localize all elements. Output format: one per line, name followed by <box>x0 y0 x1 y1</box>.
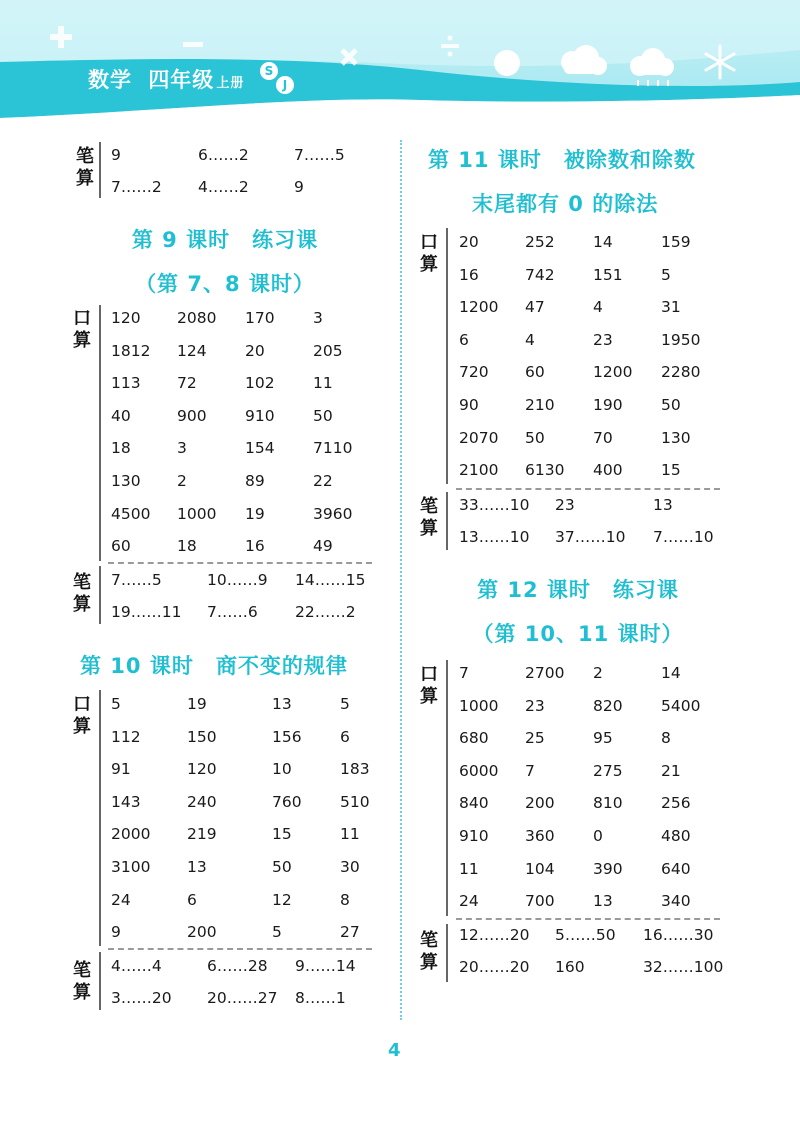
answer-cell: 130 <box>661 428 691 447</box>
answer-cell: 0 <box>593 827 603 845</box>
answer-cell: 11 <box>313 374 333 393</box>
answer-cell: 16……30 <box>643 926 714 944</box>
answer-cell: 50 <box>272 858 292 876</box>
answer-cell: 15 <box>661 461 681 480</box>
written-row <box>111 139 345 171</box>
label-bar <box>99 952 101 1010</box>
logo-letter-s: S <box>260 62 278 80</box>
written-label: 笔算 <box>76 146 94 189</box>
answer-row <box>459 853 691 885</box>
answer-cell: 200 <box>187 923 217 942</box>
lesson-12-subtitle: （第 10、11 课时） <box>472 622 684 646</box>
answer-cell: 18 <box>111 439 131 458</box>
header-background <box>0 0 800 125</box>
answer-row <box>459 356 700 388</box>
answer-row <box>459 422 691 454</box>
answer-cell: 20 <box>245 341 265 360</box>
answer-cell: 7……5 <box>294 146 345 164</box>
answer-row <box>459 324 700 356</box>
answer-cell: 24 <box>459 892 479 911</box>
answer-cell: 3100 <box>111 858 151 876</box>
answer-cell: 104 <box>525 859 555 878</box>
answer-row <box>111 786 370 818</box>
answer-cell: 840 <box>459 794 489 813</box>
answer-cell: 210 <box>525 396 555 414</box>
oral-label: 口算 <box>73 694 91 737</box>
answer-row <box>111 564 365 596</box>
answer-cell: 7 <box>525 761 535 780</box>
answer-row <box>111 596 356 628</box>
answer-cell: 275 <box>593 761 623 780</box>
answer-cell: 6……28 <box>207 957 268 975</box>
answer-cell: 2280 <box>661 363 701 382</box>
answer-cell: 49 <box>313 537 333 556</box>
answer-row <box>111 982 346 1014</box>
answer-row <box>459 657 681 689</box>
answer-cell: 900 <box>177 406 207 425</box>
label-bar <box>446 660 448 916</box>
answer-cell: 720 <box>459 363 489 382</box>
answer-cell: 252 <box>525 233 555 251</box>
answer-cell: 156 <box>272 727 302 746</box>
answer-cell: 1200 <box>593 363 633 382</box>
answer-cell: 30 <box>340 858 360 876</box>
answer-cell: 200 <box>525 794 555 813</box>
answer-row <box>111 753 370 785</box>
lesson-10-title: 第 10 课时 商不变的规律 <box>80 654 348 678</box>
answer-cell: 6000 <box>459 761 499 780</box>
answer-cell: 21 <box>661 761 681 780</box>
book-title <box>88 64 244 94</box>
answer-cell: 23 <box>525 696 545 715</box>
column-divider <box>400 140 402 1020</box>
page-number: 4 <box>388 1040 401 1061</box>
oral-label: 口算 <box>420 232 438 275</box>
answer-cell: 23 <box>555 496 575 514</box>
answer-cell: 22……2 <box>295 603 356 621</box>
label-bar <box>446 924 448 982</box>
answer-row <box>459 690 700 722</box>
answer-row <box>111 818 360 850</box>
answer-cell: 24 <box>111 890 131 909</box>
lesson-12-title: 第 12 课时 练习课 <box>477 578 679 602</box>
answer-cell: 130 <box>111 472 141 490</box>
answer-cell: 10 <box>272 760 292 779</box>
answer-cell: 8 <box>661 729 671 748</box>
answer-cell: 120 <box>111 309 141 327</box>
answer-cell: 22 <box>313 472 333 490</box>
answer-cell: 50 <box>661 396 681 414</box>
answer-cell: 170 <box>245 309 275 327</box>
answer-cell: 360 <box>525 827 555 845</box>
answer-row <box>459 226 691 258</box>
answer-cell: 13 <box>593 892 613 911</box>
answer-cell: 2 <box>593 664 603 682</box>
answer-row <box>459 389 681 421</box>
answer-cell: 25 <box>525 729 545 748</box>
answer-cell: 3……20 <box>111 989 172 1007</box>
answer-cell: 7 <box>459 664 469 682</box>
answer-cell: 910 <box>459 827 489 845</box>
oral-label: 口算 <box>420 664 438 707</box>
answer-cell: 400 <box>593 461 623 480</box>
answer-row <box>111 367 333 399</box>
lesson-11-title: 第 11 课时 被除数和除数 <box>428 148 696 172</box>
answer-row <box>459 454 681 486</box>
label-bar <box>446 228 448 484</box>
answer-cell: 13 <box>272 695 292 713</box>
answer-row <box>459 259 671 291</box>
answer-cell: 7……10 <box>653 528 714 546</box>
answer-row <box>111 432 352 464</box>
answer-cell: 2 <box>177 472 187 490</box>
label-bar <box>99 566 101 624</box>
answer-cell: 72 <box>177 374 197 393</box>
oral-label: 口算 <box>73 308 91 351</box>
answer-cell: 70 <box>593 428 613 447</box>
page-header <box>0 0 800 125</box>
answer-cell: 4 <box>593 298 603 317</box>
answer-row <box>459 919 713 951</box>
answer-cell: 4 <box>525 330 535 349</box>
answer-cell: 154 <box>245 439 275 458</box>
answer-cell: 19 <box>245 504 265 523</box>
answer-cell: 9 <box>294 178 304 196</box>
answer-cell: 510 <box>340 792 370 811</box>
answer-cell: 91 <box>111 760 131 779</box>
answer-cell: 9 <box>111 146 121 164</box>
answer-cell: 7……6 <box>207 603 258 621</box>
answer-cell: 32……100 <box>643 958 724 976</box>
answer-row <box>111 465 333 497</box>
answer-row <box>111 916 360 948</box>
answer-row <box>111 400 333 432</box>
answer-cell: 37……10 <box>555 528 626 546</box>
answer-cell: 50 <box>525 428 545 447</box>
answer-row <box>459 820 691 852</box>
answer-cell: 680 <box>459 729 489 748</box>
answer-cell: 7……5 <box>111 571 162 589</box>
written-label: 笔算 <box>420 930 438 973</box>
answer-cell: 256 <box>661 794 691 813</box>
answer-cell: 1950 <box>661 330 701 349</box>
answer-cell: 89 <box>245 472 265 490</box>
answer-cell: 20……20 <box>459 958 530 976</box>
answer-cell: 19……11 <box>111 603 182 621</box>
answer-cell: 3 <box>177 439 187 458</box>
answer-cell: 50 <box>313 406 333 425</box>
answer-cell: 113 <box>111 374 141 393</box>
answer-row <box>111 851 360 883</box>
answer-row <box>111 335 343 367</box>
answer-row <box>111 498 352 530</box>
answer-cell: 23 <box>593 330 613 349</box>
answer-cell: 640 <box>661 859 691 878</box>
answer-cell: 124 <box>177 341 207 360</box>
answer-cell: 4500 <box>111 504 151 523</box>
logo-letter-j: J <box>276 76 294 94</box>
answer-cell: 1812 <box>111 341 151 360</box>
answer-row <box>111 721 350 753</box>
written-label: 笔算 <box>73 572 91 615</box>
minus-icon <box>183 42 203 47</box>
answer-cell: 3 <box>313 309 323 327</box>
answer-row <box>459 951 723 983</box>
answer-cell: 190 <box>593 396 623 414</box>
answer-cell: 8……1 <box>295 989 346 1007</box>
answer-cell: 4……4 <box>111 957 162 975</box>
answer-cell: 10……9 <box>207 571 268 589</box>
answer-cell: 90 <box>459 396 479 414</box>
answer-cell: 820 <box>593 696 623 715</box>
answer-cell: 6 <box>340 727 350 746</box>
answer-cell: 5400 <box>661 696 701 715</box>
answer-cell: 205 <box>313 341 343 360</box>
answer-cell: 11 <box>340 825 360 844</box>
answer-cell: 33……10 <box>459 496 530 514</box>
answer-cell: 40 <box>111 406 131 425</box>
answer-cell: 20……27 <box>207 989 278 1007</box>
answer-cell: 150 <box>187 727 217 746</box>
answer-cell: 31 <box>661 298 681 317</box>
answer-cell: 7110 <box>313 439 353 458</box>
answer-cell: 18 <box>177 537 197 556</box>
answer-cell: 5 <box>661 265 671 284</box>
answer-cell: 14 <box>593 233 613 251</box>
answer-cell: 2100 <box>459 461 499 480</box>
answer-cell: 5 <box>272 923 282 942</box>
answer-row <box>111 302 323 334</box>
answer-cell: 60 <box>525 363 545 382</box>
answer-cell: 102 <box>245 374 275 393</box>
label-bar <box>446 492 448 550</box>
answer-cell: 6 <box>459 330 469 349</box>
answer-cell: 4……2 <box>198 178 249 196</box>
answer-cell: 16 <box>245 537 265 556</box>
answer-row <box>459 885 691 917</box>
label-bar <box>99 142 101 198</box>
answer-row <box>459 755 681 787</box>
answer-cell: 6……2 <box>198 146 249 164</box>
lesson-11-subtitle: 末尾都有 0 的除法 <box>472 192 659 216</box>
answer-cell: 95 <box>593 729 613 748</box>
lesson-9-subtitle: （第 7、8 课时） <box>135 272 315 296</box>
answer-cell: 11 <box>459 859 479 878</box>
answer-row <box>459 291 681 323</box>
answer-cell: 700 <box>525 892 555 911</box>
written-label: 笔算 <box>73 960 91 1003</box>
written-label: 笔算 <box>420 496 438 539</box>
answer-row <box>111 688 350 720</box>
answer-cell: 16 <box>459 265 479 284</box>
answer-cell: 219 <box>187 825 217 844</box>
answer-cell: 143 <box>111 792 141 811</box>
answer-cell: 120 <box>187 760 217 779</box>
answer-cell: 2080 <box>177 309 217 327</box>
answer-cell: 742 <box>525 265 555 284</box>
answer-cell: 340 <box>661 892 691 911</box>
answer-cell: 8 <box>340 890 350 909</box>
answer-cell: 7……2 <box>111 178 162 196</box>
answer-row <box>459 722 671 754</box>
answer-cell: 9 <box>111 923 121 942</box>
publisher-logo <box>256 58 300 98</box>
answer-cell: 112 <box>111 727 141 746</box>
answer-cell: 480 <box>661 827 691 845</box>
answer-cell: 910 <box>245 406 275 425</box>
answer-cell: 13……10 <box>459 528 530 546</box>
answer-cell: 183 <box>340 760 370 779</box>
answer-cell: 151 <box>593 265 623 284</box>
answer-row <box>111 950 356 982</box>
answer-row <box>459 489 673 521</box>
answer-cell: 19 <box>187 695 207 713</box>
answer-cell: 240 <box>187 792 217 811</box>
answer-cell: 5 <box>340 695 350 713</box>
answer-cell: 1000 <box>177 504 217 523</box>
answer-cell: 27 <box>340 923 360 942</box>
answer-row <box>111 884 350 916</box>
answer-cell: 12……20 <box>459 926 530 944</box>
answer-cell: 2000 <box>111 825 151 844</box>
written-row <box>111 171 304 203</box>
answer-cell: 2070 <box>459 428 499 447</box>
lesson-9-title: 第 9 课时 练习课 <box>131 228 319 252</box>
answer-cell: 160 <box>555 958 585 976</box>
answer-cell: 47 <box>525 298 545 317</box>
answer-cell: 5……50 <box>555 926 616 944</box>
answer-row <box>459 787 691 819</box>
answer-cell: 390 <box>593 859 623 878</box>
label-bar <box>99 690 101 946</box>
grade-label: 四年级 <box>148 68 215 92</box>
subject-label: 数学 <box>88 68 132 92</box>
answer-cell: 6130 <box>525 461 565 480</box>
answer-cell: 14 <box>661 664 681 682</box>
answer-cell: 20 <box>459 233 479 251</box>
answer-cell: 810 <box>593 794 623 813</box>
answer-cell: 3960 <box>313 504 353 523</box>
volume-label: 上册 <box>216 76 245 91</box>
answer-cell: 9……14 <box>295 957 356 975</box>
answer-cell: 6 <box>187 890 197 909</box>
answer-cell: 60 <box>111 537 131 556</box>
answer-cell: 12 <box>272 890 292 909</box>
answer-cell: 5 <box>111 695 121 713</box>
answer-cell: 14……15 <box>295 571 366 589</box>
answer-row <box>459 521 714 553</box>
answer-cell: 13 <box>653 496 673 514</box>
answer-row <box>111 530 333 562</box>
answer-cell: 15 <box>272 825 292 844</box>
answer-cell: 1000 <box>459 696 499 715</box>
label-bar <box>99 305 101 561</box>
answer-cell: 159 <box>661 233 691 251</box>
answer-cell: 2700 <box>525 664 565 682</box>
answer-cell: 13 <box>187 858 207 876</box>
sun-icon <box>494 50 520 76</box>
answer-cell: 760 <box>272 792 302 811</box>
answer-cell: 1200 <box>459 298 499 317</box>
